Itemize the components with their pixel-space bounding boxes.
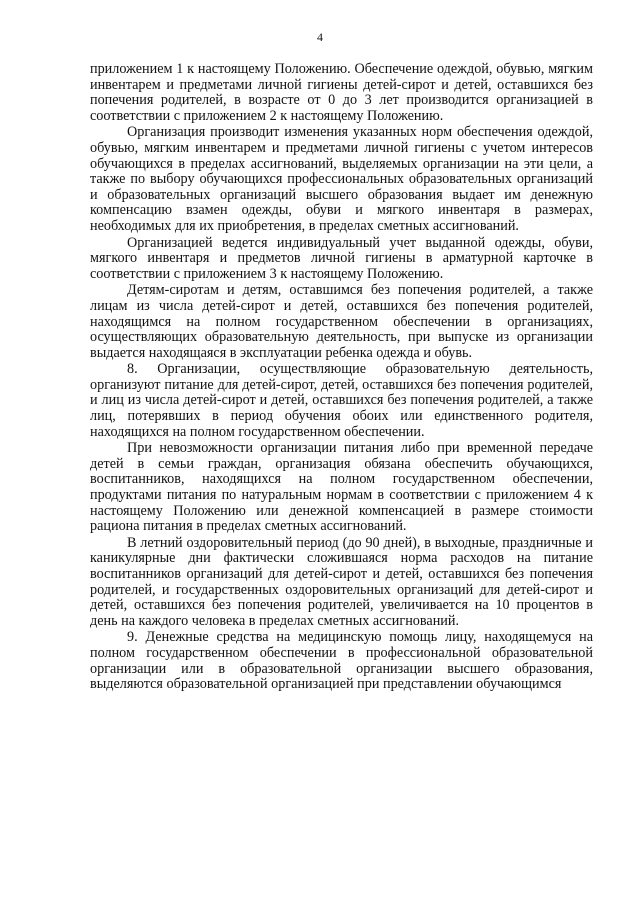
paragraph-section-9: 9. Денежные средства на медицинскую помощь лицу, находящемуся на полном государственном обеспечении в профессиональной образовательной организации или в образовательной организации высшего образования, выделяются образовательной организацией при представлении обучающимся [90,629,593,693]
page-number: 4 [317,30,323,44]
paragraph: приложением 1 к настоящему Положению. Обеспечение одеждой, обувью, мягким инвентарем и предметами личной гигиены детей-сирот и детей, оставшихся без попечения родителей, в возрасте от 0 до 3 лет производится организацией в соответствии с приложением 2 к настоящему Положению. [90,61,593,124]
paragraph: При невозможности организации питания либо при временной передаче детей в семьи граждан, организация обязана обеспечить обучающихся, воспитанников, находящихся на полном государственном обеспечении, продуктами питания по натуральным нормам в соответствии с приложением 4 к настоящему Положению или денежной компенсацией в размере стоимости рациона питания в пределах сметных ассигнований. [90,440,593,535]
paragraph: Детям-сиротам и детям, оставшимся без попечения родителей, а также лицам из числа детей-сирот и детей, оставшихся без попечения родителей, находящимся на полном государственном обеспечении в организациях, осуществляющих образовательную деятельность, при выпуске из организации выдается находящаяся в эксплуатации ребенка одежда и обувь. [90,282,593,361]
paragraph-section-8: 8. Организации, осуществляющие образовательную деятельность, организуют питание для детей-сирот, детей, оставшихся без попечения родителей, и лиц из числа детей-сирот и детей, оставшихся без попечения родителей, а также лиц, потерявших в период обучения обоих или единственного родителя, находящихся на полном государственном обеспечении. [90,361,593,440]
paragraph: В летний оздоровительный период (до 90 дней), в выходные, праздничные и каникулярные дни фактически сложившаяся норма расходов на питание воспитанников организаций для детей-сирот и детей, оставшихся без попечения родителей, и государственных оздоровительных организаций для детей-сирот и детей, оставшихся без попечения родителей, увеличивается на 10 процентов в день на каждого человека в пределах сметных ассигнований. [90,534,593,629]
paragraph: Организация производит изменения указанных норм обеспечения одеждой, обувью, мягким инвентарем и предметами личной гигиены с учетом интересов обучающихся в пределах ассигнований, выделяемых организации на эти цели, а также по выбору обучающихся профессиональных образовательных организаций и образовательных организаций высшего образования выдает им денежную компенсацию взамен одежды, обуви и мягкого инвентаря в размерах, необходимых для их приобретения, в пределах сметных ассигнований. [90,124,593,234]
paragraph: Организацией ведется индивидуальный учет выданной одежды, обуви, мягкого инвентаря и предметов личной гигиены в арматурной карточке в соответствии с приложением 3 к настоящему Положению. [90,234,593,282]
document-body [90,62,593,694]
